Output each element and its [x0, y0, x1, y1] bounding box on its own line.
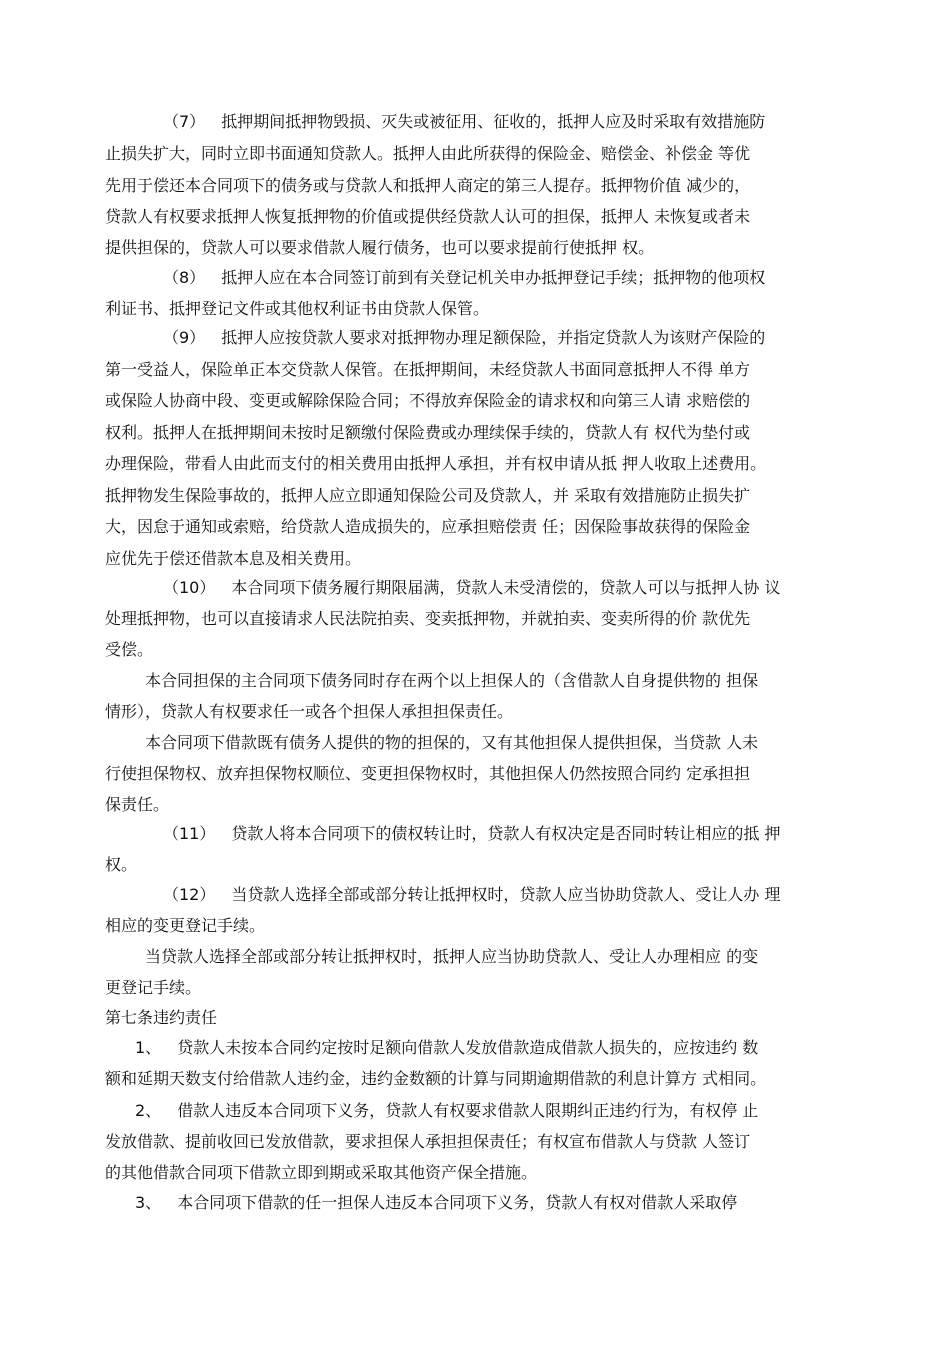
item-number: 3、	[135, 1193, 162, 1212]
clause-number: （9）	[163, 328, 206, 347]
text-line: 情形），贷款人有权要求任一或各个担保人承担担保责任。	[105, 702, 514, 721]
item-number: 2、	[135, 1101, 162, 1120]
text-line: 更登记手续。	[105, 978, 202, 997]
text-line: 或保险人协商中段、变更或解除保险合同；不得放弃保险金的请求权和向第三人请 求赔偿的	[105, 391, 751, 410]
text-line: 的其他借款合同项下借款立即到期或采取其他资产保全措施。	[105, 1163, 538, 1182]
item-1-line-1: 1、 贷款人未按本合同约定按时足额向借款人发放借款造成借款人损失的，应按违约 数	[135, 1038, 759, 1057]
text-line: 止损失扩大，同时立即书面通知贷款人。抵押人由此所获得的保险金、赔偿金、补偿金 等优	[105, 144, 751, 163]
paragraph-line: 本合同担保的主合同项下债务同时存在两个以上担保人的（含借款人自身提供物的 担保	[145, 671, 759, 690]
text-line: 利证书、抵押登记文件或其他权利证书由贷款人保管。	[105, 299, 490, 318]
text-line: 贷款人有权要求抵押人恢复抵押物的价值或提供经贷款人认可的担保，抵押人 未恢复或者未	[105, 207, 751, 226]
clause-10-line-1: （10） 本合同项下债务履行期限届满，贷款人未受清偿的，贷款人可以与抵押人协 议	[163, 578, 781, 597]
text-line: 相应的变更登记手续。	[105, 916, 266, 935]
paragraph-line: 本合同项下借款既有债务人提供的物的担保的，又有其他担保人提供担保，当贷款 人未	[145, 733, 759, 752]
clause-8-line-1: （8） 抵押人应在本合同签订前到有关登记机关申办抵押登记手续；抵押物的他项权	[163, 268, 766, 287]
text-line: 抵押物发生保险事故的，抵押人应立即通知保险公司及贷款人，并 采取有效措施防止损失扩	[105, 486, 751, 505]
clause-number: （8）	[163, 268, 206, 287]
text-line: 行使担保物权、放弃担保物权顺位、变更担保物权时，其他担保人仍然按照合同约 定承担担	[105, 764, 751, 783]
text-line: 权。	[105, 855, 138, 874]
item-2-line-1: 2、 借款人违反本合同项下义务，贷款人有权要求借款人限期纠正违约行为，有权停 止	[135, 1101, 759, 1120]
text-line: 额和延期天数支付给借款人违约金，违约金数额的计算与同期逾期借款的利息计算方 式相同。	[105, 1069, 767, 1088]
item-3-line-1: 3、 本合同项下借款的任一担保人违反本合同项下义务，贷款人有权对借款人采取停	[135, 1193, 738, 1212]
text-line: 处理抵押物，也可以直接请求人民法院拍卖、变卖抵押物，并就拍卖、变卖所得的价 款优先	[105, 609, 751, 628]
text-line: 应优先于偿还借款本息及相关费用。	[105, 549, 362, 568]
clause-number: （10）	[163, 578, 216, 597]
clause-7-line-1: （7） 抵押期间抵押物毁损、灭失或被征用、征收的，抵押人应及时采取有效措施防	[163, 112, 766, 131]
text-line: 先用于偿还本合同项下的债务或与贷款人和抵押人商定的第三人提存。抵押物价值 减少的，	[105, 176, 751, 195]
item-number: 1、	[135, 1038, 162, 1057]
section-heading: 第七条违约责任	[105, 1008, 218, 1027]
text-line: 办理保险，带看人由此而支付的相关费用由抵押人承担，并有权申请从抵 押人收取上述费用。	[105, 454, 767, 473]
clause-9-line-1: （9） 抵押人应按贷款人要求对抵押物办理足额保险，并指定贷款人为该财产保险的	[163, 328, 766, 347]
clause-number: （12）	[163, 885, 216, 904]
text-line: 大，因怠于通知或索赔，给贷款人造成损失的，应承担赔偿责 任；因保险事故获得的保险金	[105, 517, 751, 536]
clause-number: （7）	[163, 112, 206, 131]
text-line: 第一受益人，保险单正本交贷款人保管。在抵押期间，未经贷款人书面同意抵押人不得 单方	[105, 360, 751, 379]
text-line: 保责任。	[105, 795, 170, 814]
clause-number: （11）	[163, 824, 216, 843]
paragraph-line: 当贷款人选择全部或部分转让抵押权时，抵押人应当协助贷款人、受让人办理相应 的变	[145, 947, 759, 966]
text-line: 发放借款、提前收回已发放借款，要求担保人承担担保责任；有权宣布借款人与贷款 人签订	[105, 1132, 751, 1151]
clause-12-line-1: （12） 当贷款人选择全部或部分转让抵押权时，贷款人应当协助贷款人、受让人办 理	[163, 885, 781, 904]
text-line: 受偿。	[105, 640, 154, 659]
text-line: 提供担保的，贷款人可以要求借款人履行债务，也可以要求提前行使抵押 权。	[105, 238, 655, 257]
text-line: 权利。抵押人在抵押期间未按时足额缴付保险费或办理续保手续的，贷款人有 权代为垫付或	[105, 423, 751, 442]
clause-11-line-1: （11） 贷款人将本合同项下的债权转让时，贷款人有权决定是否同时转让相应的抵 押	[163, 824, 781, 843]
